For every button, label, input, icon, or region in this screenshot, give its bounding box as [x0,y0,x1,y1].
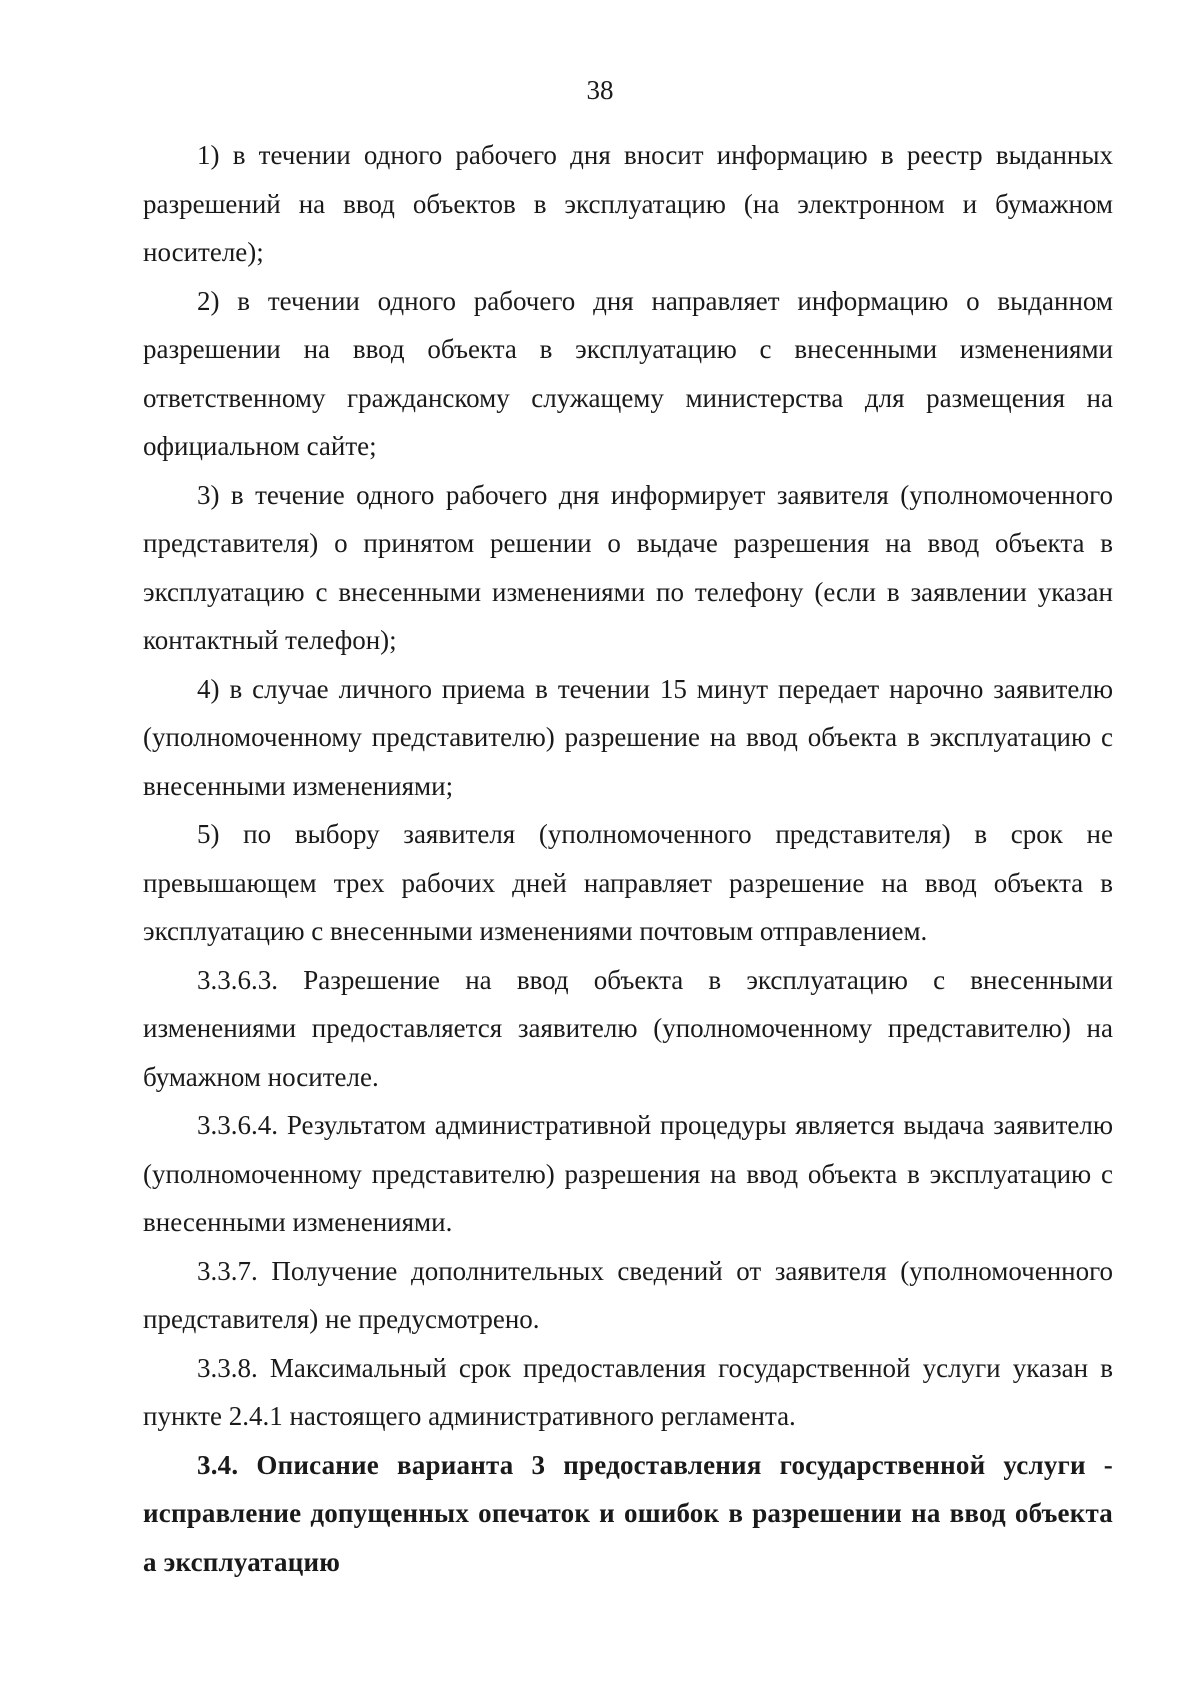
paragraph-3-3-6-3: 3.3.6.3. Разрешение на ввод объекта в эксплуатацию с внесенными изменениями предоставляется заявителю (уполномоченному представителю) на бумажном носителе. [143,964,1113,1092]
paragraph-3-3-7: 3.3.7. Получение дополнительных сведений от заявителя (уполномоченного представителя) не предусмотрено. [143,1255,1113,1334]
paragraph-item-3: 3) в течение одного рабочего дня информирует заявителя (уполномоченного представителя) о принятом решении о выдаче разрешения на ввод объекта в эксплуатацию с внесенными изменениями по телефону (если в заявлении указан контактный телефон); [143,479,1113,655]
section-heading-3-4: 3.4. Описание варианта 3 предоставления государственной услуги - исправление допущенных опечаток и ошибок в разрешении на ввод объекта а эксплуатацию [143,1449,1113,1577]
paragraph-item-2: 2) в течении одного рабочего дня направляет информацию о выданном разрешении на ввод объекта в эксплуатацию с внесенными изменениями ответственному гражданскому служащему министерства для размещения на официальном сайте; [143,285,1113,461]
paragraph-3-3-8: 3.3.8. Максимальный срок предоставления государственной услуги указан в пункте 2.4.1 настоящего административного регламента. [143,1352,1113,1431]
paragraph-item-4: 4) в случае личного приема в течении 15 минут передает нарочно заявителю (уполномоченному представителю) разрешение на ввод объекта в эксплуатацию с внесенными изменениями; [143,673,1113,801]
document-body [143,131,1113,1586]
page-number: 38 [586,75,614,105]
paragraph-3-3-6-4: 3.3.6.4. Результатом административной процедуры является выдача заявителю (уполномоченному представителю) разрешения на ввод объекта в эксплуатацию с внесенными изменениями. [143,1110,1113,1237]
paragraph-item-1: 1) в течении одного рабочего дня вносит информацию в реестр выданных разрешений на ввод объектов в эксплуатацию (на электронном и бумажном носителе); [143,140,1113,267]
paragraph-item-5: 5) по выбору заявителя (уполномоченного представителя) в срок не превышающем трех рабочих дней направляет разрешение на ввод объекта в эксплуатацию с внесенными изменениями почтовым отправлением. [143,819,1113,946]
